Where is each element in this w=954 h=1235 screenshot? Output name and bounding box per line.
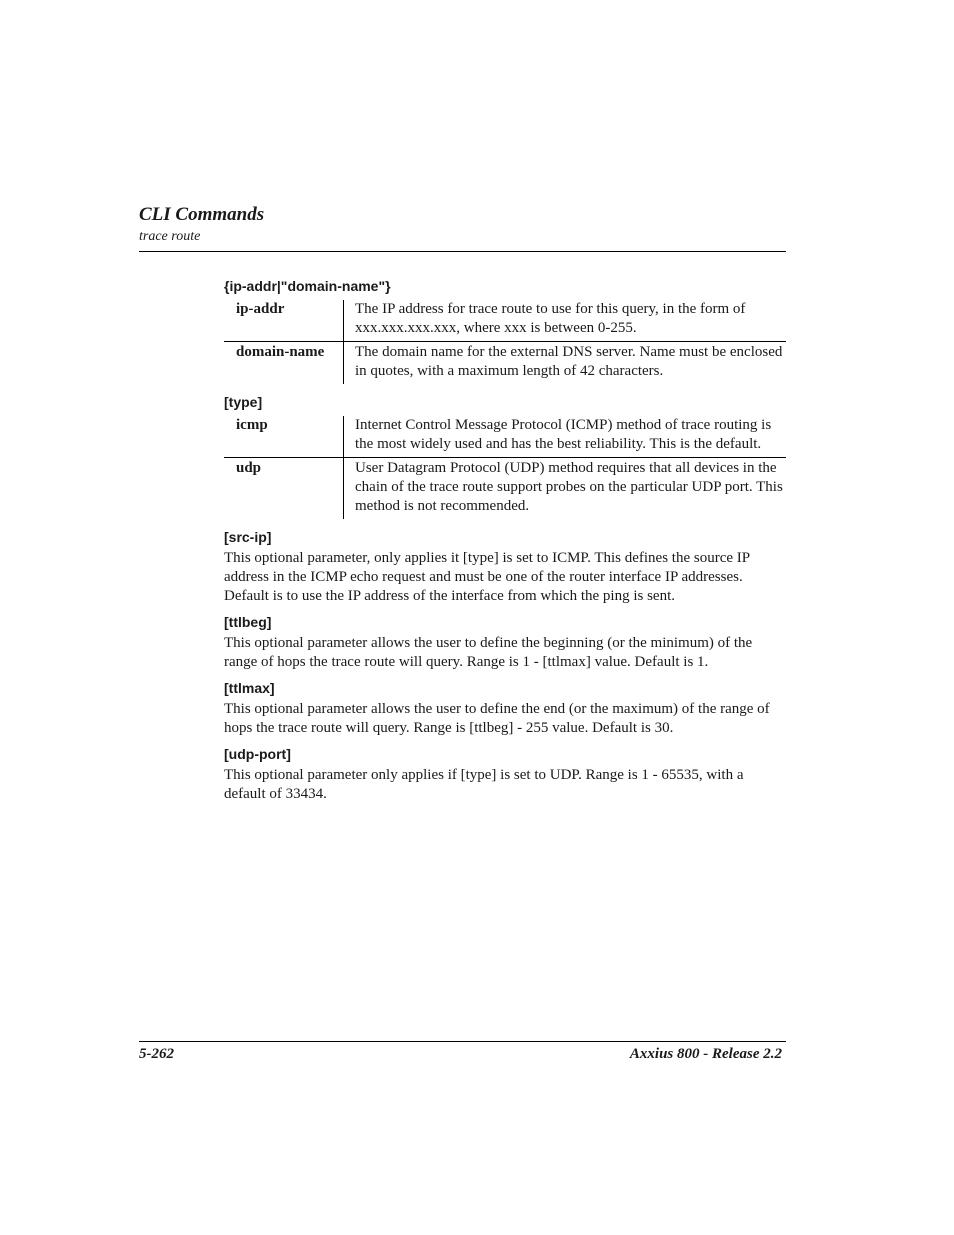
type-heading: [type]	[224, 394, 263, 410]
ip-addr-heading: {ip-addr|"domain-name"}	[224, 278, 391, 294]
param-description: Internet Control Message Protocol (ICMP) method of trace routing is the most widely used and has the best reliability. This is the default.	[355, 417, 772, 452]
type-table	[224, 416, 786, 519]
ttlmax-heading: [ttlmax]	[224, 680, 275, 696]
product-release: Axxius 800 - Release 2.2	[629, 1046, 782, 1062]
param-description: The IP address for trace route to use for this query, in the form of xxx.xxx.xxx.xxx, where xxx is between 0-255.	[355, 301, 746, 336]
table-row	[224, 416, 786, 458]
table-row	[224, 458, 786, 520]
param-name: ip-addr	[224, 300, 344, 342]
param-description: User Datagram Protocol (UDP) method requires that all devices in the chain of the trace route support probes on the particular UDP port. This method is not recommended.	[344, 458, 787, 520]
param-name: domain-name	[224, 342, 344, 385]
footer-divider	[139, 1041, 786, 1042]
section-subtitle: trace route	[139, 229, 201, 244]
page-number: 5-262	[139, 1046, 174, 1062]
ttlbeg-description: This optional parameter allows the user to define the beginning (or the minimum) of the range of hops the trace route will query. Range is 1 - [ttlmax] value. Default is 1.	[224, 635, 753, 670]
table-row	[224, 300, 786, 342]
table-row	[224, 342, 786, 385]
param-name: udp	[224, 458, 344, 520]
param-description: The domain name for the external DNS server. Name must be enclosed in quotes, with a maximum length of 42 characters.	[344, 342, 787, 385]
param-name: icmp	[224, 416, 344, 458]
ttlbeg-heading: [ttlbeg]	[224, 614, 272, 630]
page-content	[224, 276, 786, 810]
chapter-title: CLI Commands	[139, 204, 265, 225]
udp-port-heading: [udp-port]	[224, 746, 291, 762]
ttlmax-description: This optional parameter allows the user to define the end (or the maximum) of the range of hops the trace route will query. Range is [ttlbeg] - 255 value. Default is 30.	[224, 701, 770, 736]
ip-addr-table	[224, 300, 786, 384]
header-divider	[139, 251, 786, 252]
udp-port-description: This optional parameter only applies if [type] is set to UDP. Range is 1 - 65535, with a default of 33434.	[224, 767, 744, 802]
src-ip-description: This optional parameter, only applies it [type] is set to ICMP. This defines the source IP address in the ICMP echo request and must be one of the router interface IP addresses. Default is to use the IP address of the interface from which the ping is sent.	[224, 550, 750, 604]
src-ip-heading: [src-ip]	[224, 529, 272, 545]
